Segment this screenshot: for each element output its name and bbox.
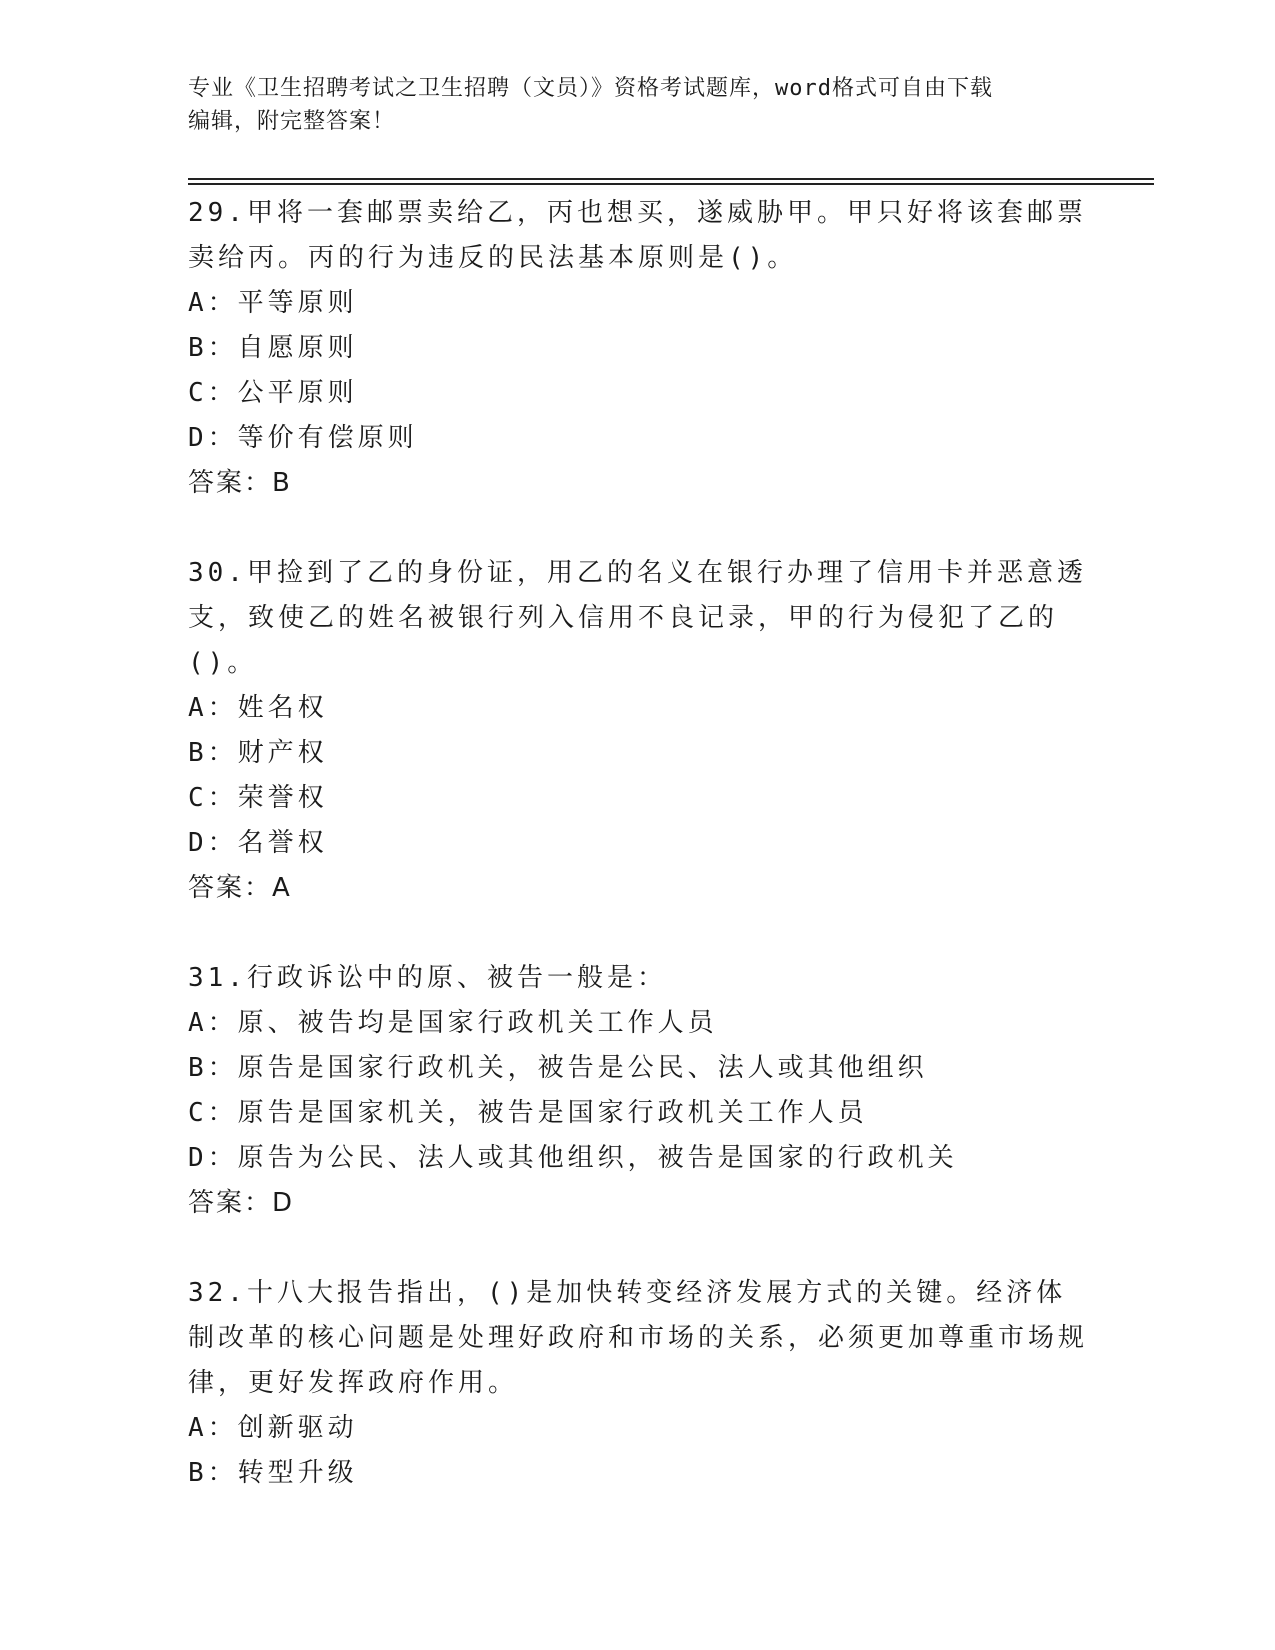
answer-label: 答案： (188, 1188, 273, 1218)
option-b: B：原告是国家行政机关，被告是公民、法人或其他组织 (188, 1053, 928, 1083)
header-divider-top (188, 178, 1154, 180)
question-list (188, 191, 1088, 1541)
option-a: A：平等原则 (188, 288, 358, 318)
answer-line (188, 461, 1088, 506)
answer-value: B (272, 468, 292, 498)
header-divider-bottom (188, 183, 1154, 185)
option-b: B：转型升级 (188, 1458, 358, 1488)
option-b: B：自愿原则 (188, 333, 358, 363)
answer-line (188, 866, 1088, 911)
document-intro: 专业《卫生招聘考试之卫生招聘（文员）》资格考试题库，word格式可自由下载 编辑，附完整答案！ (188, 76, 993, 134)
answer-line (188, 1181, 1088, 1226)
option-a: A：姓名权 (188, 693, 328, 723)
option-d: D：等价有偿原则 (188, 423, 418, 453)
option-d: D：名誉权 (188, 828, 328, 858)
question-29 (188, 191, 1088, 506)
answer-value: A (272, 873, 292, 903)
option-d: D：原告为公民、法人或其他组织，被告是国家的行政机关 (188, 1143, 958, 1173)
option-a: A：原、被告均是国家行政机关工作人员 (188, 1008, 718, 1038)
question-31 (188, 956, 1088, 1226)
answer-value: D (272, 1188, 295, 1218)
question-stem: 31.行政诉讼中的原、被告一般是： (188, 963, 667, 993)
question-stem: 29.甲将一套邮票卖给乙，丙也想买，遂威胁甲。甲只好将该套邮票卖给丙。丙的行为违反的民法基本原则是()。 (188, 198, 1087, 273)
question-30 (188, 551, 1088, 911)
option-b: B：财产权 (188, 738, 328, 768)
answer-label: 答案： (188, 468, 273, 498)
option-c: C：原告是国家机关，被告是国家行政机关工作人员 (188, 1098, 868, 1128)
option-c: C：公平原则 (188, 378, 358, 408)
answer-label: 答案： (188, 873, 273, 903)
option-a: A：创新驱动 (188, 1413, 358, 1443)
question-stem: 32.十八大报告指出，()是加快转变经济发展方式的关键。经济体制改革的核心问题是处理好政府和市场的关系，必须更加尊重市场规律，更好发挥政府作用。 (188, 1278, 1089, 1398)
question-stem: 30.甲捡到了乙的身份证，用乙的名义在银行办理了信用卡并恶意透支，致使乙的姓名被银行列入信用不良记录，甲的行为侵犯了乙的()。 (188, 558, 1087, 678)
option-c: C：荣誉权 (188, 783, 328, 813)
question-32 (188, 1271, 1088, 1496)
